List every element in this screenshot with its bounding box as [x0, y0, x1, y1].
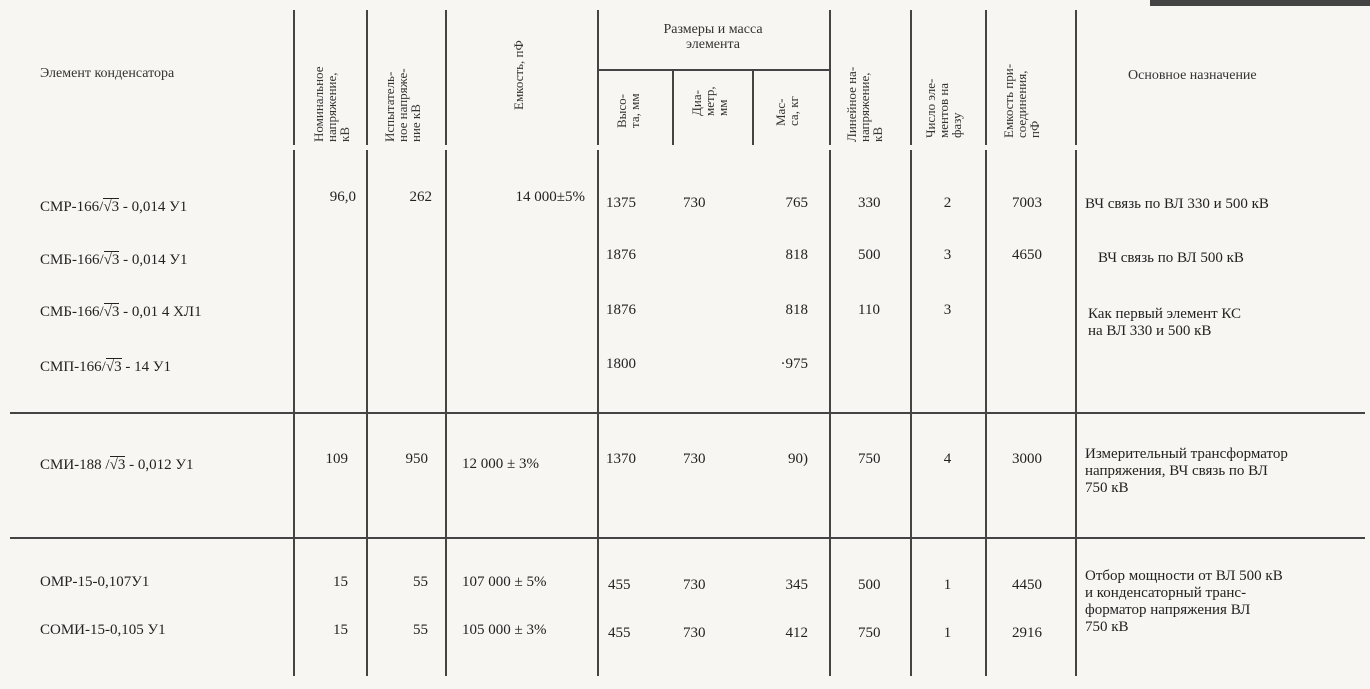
cell-capacity: 107 000 ± 5%: [462, 574, 547, 590]
cell-purpose: Измерительный трансформатор напряжения, ВЧ связь по ВЛ 750 кВ: [1085, 446, 1288, 496]
cell-capacity: 12 000 ± 3%: [462, 456, 539, 472]
cell-mass: 412: [785, 625, 808, 641]
cell-count: 1: [943, 625, 952, 641]
header-capacity: Емкость, пФ: [511, 40, 526, 110]
cell-count: 4: [943, 451, 952, 467]
cell-mass: 345: [785, 577, 808, 593]
header-element: Элемент конденсатора: [40, 66, 175, 81]
cell-mass: 818: [785, 302, 808, 318]
cell-purpose: ВЧ связь по ВЛ 500 кВ: [1098, 250, 1244, 266]
cell-height: 1876: [606, 247, 636, 263]
cell-line: 750: [858, 625, 881, 641]
table-row-name: СМП-166/√3 - 14 У1: [40, 359, 171, 375]
header-height: Высо- та, мм: [614, 93, 642, 128]
cell-count: 3: [943, 302, 952, 318]
cell-conn: 7003: [1012, 195, 1042, 211]
cell-conn: 4450: [1012, 577, 1042, 593]
table-row-name: СМР-166/√3 - 0,014 У1: [40, 199, 188, 215]
cell-line: 330: [858, 195, 881, 211]
cell-height: 1370: [606, 451, 636, 467]
cell-diameter: 730: [683, 195, 706, 211]
rule: [293, 10, 295, 145]
scan-edge-bar: [1150, 0, 1370, 6]
cell-test: 262: [409, 189, 432, 205]
rule: [597, 69, 831, 71]
rule: [10, 412, 1365, 414]
cell-mass: 818: [785, 247, 808, 263]
header-purpose: Основное назначение: [1128, 68, 1257, 83]
header-connection-capacity: Емкость при- соединения, пФ: [1001, 63, 1042, 138]
table-row-name: СМБ-166/√3 - 0,014 У1: [40, 252, 188, 268]
cell-capacity: 105 000 ± 3%: [462, 622, 547, 638]
cell-count: 2: [943, 195, 952, 211]
cell-purpose: Как первый элемент КС на ВЛ 330 и 500 кВ: [1088, 306, 1242, 339]
cell-line: 110: [858, 302, 880, 318]
cell-height: 455: [608, 625, 631, 641]
table-row-name: СМИ-188 /√3 - 0,012 У1: [40, 457, 194, 473]
cell-test: 55: [413, 622, 428, 638]
cell-test: 55: [413, 574, 428, 590]
header-nominal-voltage: Номинальное напряжение, кВ: [311, 66, 352, 142]
rule: [672, 70, 674, 145]
rule: [752, 70, 754, 145]
cell-mass: ·975: [780, 356, 808, 372]
cell-diameter: 730: [683, 625, 706, 641]
rule: [366, 10, 368, 145]
cell-mass: 90): [788, 451, 808, 467]
cell-mass: 765: [785, 195, 808, 211]
cell-purpose: Отбор мощности от ВЛ 500 кВ и конденсаторный транс- форматор напряжения ВЛ 750 кВ: [1085, 568, 1283, 635]
cell-diameter: 730: [683, 577, 706, 593]
cell-line: 500: [858, 577, 881, 593]
rule: [910, 10, 912, 145]
cell-capacity: 14 000±5%: [515, 189, 585, 205]
cell-line: 750: [858, 451, 881, 467]
header-mass: Мас- са, кг: [773, 96, 801, 126]
cell-conn: 3000: [1012, 451, 1042, 467]
cell-conn: 2916: [1012, 625, 1042, 641]
cell-diameter: 730: [683, 451, 706, 467]
cell-height: 1375: [606, 195, 636, 211]
cell-height: 1800: [606, 356, 636, 372]
rule: [829, 10, 831, 145]
table-row-name: СОМИ-15-0,105 У1: [40, 622, 166, 638]
header-dims-group: Размеры и масса элемента: [663, 22, 763, 52]
header-elements-per-phase: Число эле- ментов на фазу: [923, 78, 964, 138]
cell-line: 500: [858, 247, 881, 263]
cell-count: 3: [943, 247, 952, 263]
cell-nominal: 15: [333, 574, 348, 590]
cell-count: 1: [943, 577, 952, 593]
rule: [597, 10, 599, 145]
header-line-voltage: Линейное на- напряжение, кВ: [844, 66, 885, 142]
rule: [445, 10, 447, 145]
cell-height: 1876: [606, 302, 636, 318]
cell-nominal: 109: [325, 451, 348, 467]
cell-height: 455: [608, 577, 631, 593]
cell-nominal: 15: [333, 622, 348, 638]
header-test-voltage: Испытатель- ное напряже- ние кВ: [382, 68, 423, 142]
header-diameter: Диа- метр, мм: [689, 86, 730, 116]
table-row-name: СМБ-166/√3 - 0,01 4 ХЛ1: [40, 304, 202, 320]
cell-test: 950: [405, 451, 428, 467]
rule: [985, 10, 987, 145]
table-row-name: ОМР-15-0,107У1: [40, 574, 150, 590]
cell-purpose: ВЧ связь по ВЛ 330 и 500 кВ: [1085, 196, 1269, 212]
cell-nominal: 96,0: [329, 189, 356, 205]
rule: [10, 537, 1365, 539]
cell-conn: 4650: [1012, 247, 1042, 263]
rule: [1075, 10, 1077, 145]
